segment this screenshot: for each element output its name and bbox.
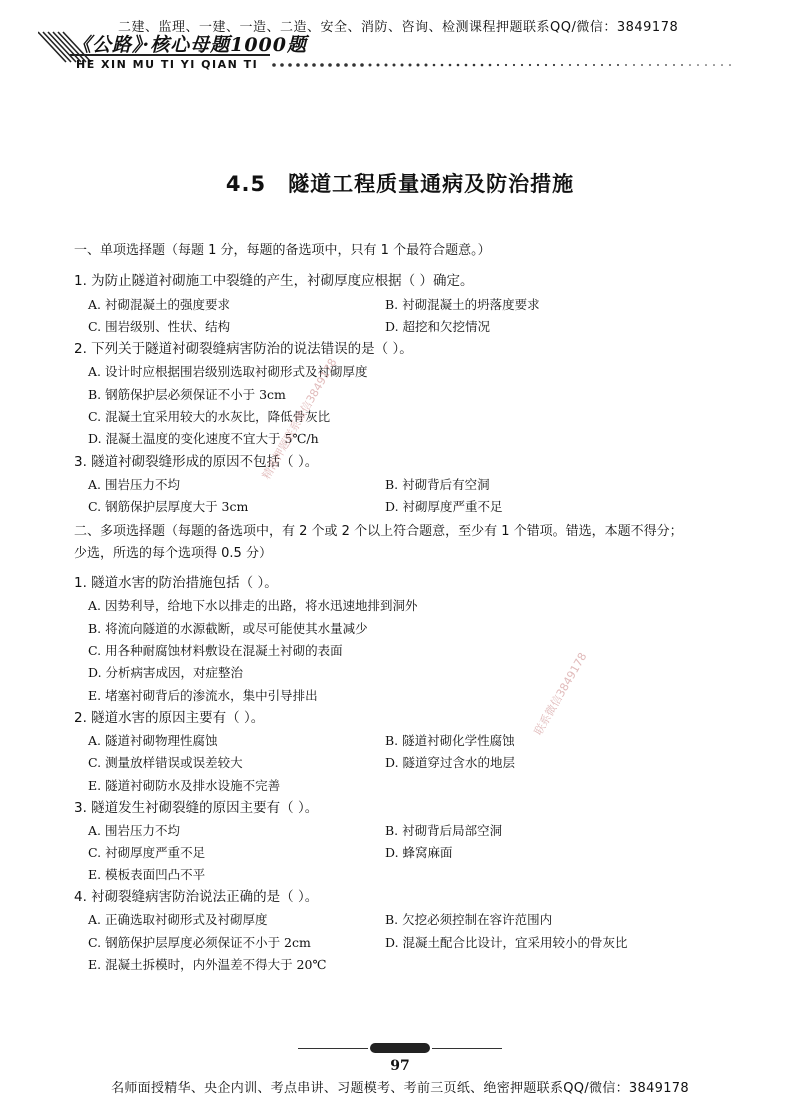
question-1-3-option-a: A. 围岩压力不均 xyxy=(88,477,180,492)
question-2-4-option-d: D. 混凝土配合比设计，宜采用较小的骨灰比 xyxy=(385,935,628,950)
part2-heading-line2: 少选，所选的每个选项得 0.5 分） xyxy=(74,546,272,561)
question-2-2-option-d: D. 隧道穿过含水的地层 xyxy=(385,755,516,770)
part2-heading-line1: 二、多项选择题（每题的备选项中，有 2 个或 2 个以上符合题意，至少有 1 个错项。错选，本题不得分； xyxy=(74,524,683,539)
question-1-3-option-c: C. 钢筋保护层厚度大于 3cm xyxy=(88,499,249,514)
section-title xyxy=(0,168,800,198)
question-2-3-option-d: D. 蜂窝麻面 xyxy=(385,845,453,860)
question-2-2-option-a: A. 隧道衬砌物理性腐蚀 xyxy=(88,733,218,748)
watermark-2: 联系微信3849178 xyxy=(531,650,590,738)
question-2-3-option-a: A. 围岩压力不均 xyxy=(88,823,180,838)
question-1-3-option-d: D. 衬砌厚度严重不足 xyxy=(385,499,503,514)
question-1-1-option-c: C. 围岩级别、性状、结构 xyxy=(88,319,231,334)
question-1-1-stem: 1. 为防止隧道衬砌施工中裂缝的产生，衬砌厚度应根据（ ）确定。 xyxy=(74,273,474,289)
header-book-title: 《公路》·核心母题1000题 xyxy=(72,34,307,56)
footer-rule-left xyxy=(298,1048,368,1049)
question-2-1-option-b: B. 将流向隧道的水源截断，或尽可能使其水量减少 xyxy=(88,621,368,636)
footer-pill-decoration xyxy=(370,1043,430,1053)
question-1-3-option-b: B. 衬砌背后有空洞 xyxy=(385,477,490,492)
question-2-3-option-b: B. 衬砌背后局部空洞 xyxy=(385,823,503,838)
part1-heading: 一、单项选择题（每题 1 分，每题的备选项中，只有 1 个最符合题意。） xyxy=(74,243,491,258)
question-2-4-stem: 4. 衬砌裂缝病害防治说法正确的是（ ）。 xyxy=(74,889,319,905)
page-number: 97 xyxy=(390,1058,410,1074)
question-2-4-option-b: B. 欠挖必须控制在容许范围内 xyxy=(385,912,553,927)
question-1-1-option-d: D. 超挖和欠挖情况 xyxy=(385,319,491,334)
question-1-1-option-a: A. 衬砌混凝土的强度要求 xyxy=(88,297,230,312)
question-2-2-option-c: C. 测量放样错误或误差较大 xyxy=(88,755,243,770)
section-title-text: 隧道工程质量通病及防治措施 xyxy=(288,172,575,196)
header-top-ad: 二建、监理、一建、一造、二造、安全、消防、咨询、检测课程押题联系QQ/微信：3849178 xyxy=(118,20,679,35)
question-1-1-option-b: B. 衬砌混凝土的坍落度要求 xyxy=(385,297,540,312)
question-2-2-option-e: E. 隧道衬砌防水及排水设施不完善 xyxy=(88,778,281,793)
question-2-1-option-c: C. 用各种耐腐蚀材料敷设在混凝土衬砌的表面 xyxy=(88,643,343,658)
question-1-2-option-a: A. 设计时应根据围岩级别选取衬砌形式及衬砌厚度 xyxy=(88,364,368,379)
question-2-1-option-a: A. 因势利导，给地下水以排走的出路，将水迅速地排到洞外 xyxy=(88,598,418,613)
question-2-3-stem: 3. 隧道发生衬砌裂缝的原因主要有（ ）。 xyxy=(74,800,319,816)
question-2-3-option-c: C. 衬砌厚度严重不足 xyxy=(88,845,206,860)
question-2-4-option-e: E. 混凝土拆模时，内外温差不得大于 20℃ xyxy=(88,957,327,972)
question-2-1-stem: 1. 隧道水害的防治措施包括（ ）。 xyxy=(74,575,278,591)
watermark-1: 精准押题联系微信3849178 xyxy=(259,356,340,482)
question-2-2-option-b: B. 隧道衬砌化学性腐蚀 xyxy=(385,733,515,748)
header-rule xyxy=(70,54,270,56)
question-2-4-option-c: C. 钢筋保护层厚度必须保证不小于 2cm xyxy=(88,935,311,950)
footer-rule-right xyxy=(432,1048,502,1049)
header-dotted-line xyxy=(270,59,740,71)
question-1-3-stem: 3. 隧道衬砌裂缝形成的原因不包括（ ）。 xyxy=(74,454,319,470)
question-2-1-option-e: E. 堵塞衬砌背后的渗流水，集中引导排出 xyxy=(88,688,318,703)
question-2-2-stem: 2. 隧道水害的原因主要有（ ）。 xyxy=(74,710,265,726)
header-pinyin: HE XIN MU TI YI QIAN TI xyxy=(76,58,259,71)
question-2-4-option-a: A. 正确选取衬砌形式及衬砌厚度 xyxy=(88,912,268,927)
question-1-2-option-d: D. 混凝土温度的变化速度不宜大于 5℃/h xyxy=(88,431,319,446)
question-1-2-stem: 2. 下列关于隧道衬砌裂缝病害防治的说法错误的是（ ）。 xyxy=(74,341,413,357)
question-1-2-option-b: B. 钢筋保护层必须保证不小于 3cm xyxy=(88,387,286,402)
section-number: 4.5 xyxy=(225,172,267,196)
footer-ad: 名师面授精华、央企内训、考点串讲、习题模考、考前三页纸、绝密押题联系QQ/微信：3849178 xyxy=(111,1081,689,1096)
question-2-3-option-e: E. 模板表面凹凸不平 xyxy=(88,867,206,882)
question-1-2-option-c: C. 混凝土宜采用较大的水灰比，降低骨灰比 xyxy=(88,409,331,424)
question-2-1-option-d: D. 分析病害成因，对症整治 xyxy=(88,665,244,680)
